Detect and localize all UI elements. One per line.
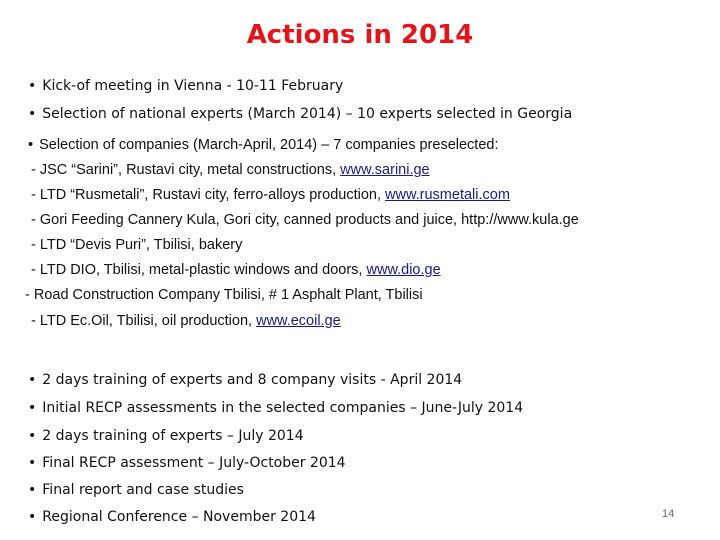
company-link[interactable]: www.rusmetali.com (385, 187, 510, 203)
bullet-text: Kick-of meeting in Vienna - 10-11 February (42, 78, 344, 94)
bullet-text: 2 days training of experts – July 2014 (42, 428, 304, 444)
company-item (31, 187, 510, 203)
bullet-item (28, 509, 316, 525)
page-number: 14 (662, 508, 675, 520)
company-text: - Gori Feeding Cannery Kula, Gori city, canned products and juice, http://www.kula.ge (31, 212, 579, 228)
company-text: - LTD “Devis Puri”, Tbilisi, bakery (31, 237, 243, 253)
company-item (31, 313, 341, 329)
bullet-text: 2 days training of experts and 8 company visits - April 2014 (42, 372, 463, 388)
bullet-glyph: • (28, 372, 37, 388)
company-text: - JSC “Sarini”, Rustavi city, metal constructions, (31, 162, 341, 178)
bullet-glyph: • (28, 400, 37, 416)
company-link[interactable]: www.sarini.ge (340, 162, 430, 178)
company-item (31, 237, 242, 253)
company-item (31, 162, 430, 178)
company-text: - LTD Ec.Oil, Tbilisi, oil production, (31, 313, 257, 329)
company-item (25, 287, 423, 303)
bullet-glyph: • (28, 106, 37, 122)
bullet-item (28, 372, 462, 388)
bullet-glyph: • (28, 428, 37, 444)
bullet-text: Selection of national experts (March 2014) – 10 experts selected in Georgia (42, 106, 573, 122)
bullet-item (28, 106, 572, 122)
company-text: - LTD “Rusmetali”, Rustavi city, ferro-alloys production, (31, 187, 386, 203)
company-link[interactable]: www.dio.ge (366, 262, 441, 278)
company-link[interactable]: www.ecoil.ge (256, 313, 341, 329)
bullet-text: Regional Conference – November 2014 (42, 509, 316, 525)
company-text: - LTD DIO, Tbilisi, metal-plastic windows and doors, (31, 262, 367, 278)
bullet-text: Initial RECP assessments in the selected companies – June-July 2014 (42, 400, 524, 416)
bullet-item (28, 400, 523, 416)
bullet-item (28, 78, 343, 94)
slide-title: Actions in 2014 (246, 20, 474, 50)
company-text: - Road Construction Company Tbilisi, # 1 Asphalt Plant, Tbilisi (25, 287, 423, 303)
bullet-glyph: • (28, 509, 37, 525)
bullet-glyph: • (28, 482, 37, 498)
bullet-item (28, 428, 304, 444)
company-item (31, 262, 441, 278)
bullet-text: Final report and case studies (42, 482, 244, 498)
bullet-item (28, 482, 244, 498)
company-item (31, 212, 579, 228)
companies-header (28, 137, 498, 153)
bullet-text: Final RECP assessment – July-October 2014 (42, 455, 346, 471)
bullet-glyph: • (28, 137, 34, 153)
companies-header-text: Selection of companies (March-April, 2014) – 7 companies preselected: (39, 137, 499, 153)
bullet-glyph: • (28, 455, 37, 471)
bullet-item (28, 455, 346, 471)
bullet-glyph: • (28, 78, 37, 94)
